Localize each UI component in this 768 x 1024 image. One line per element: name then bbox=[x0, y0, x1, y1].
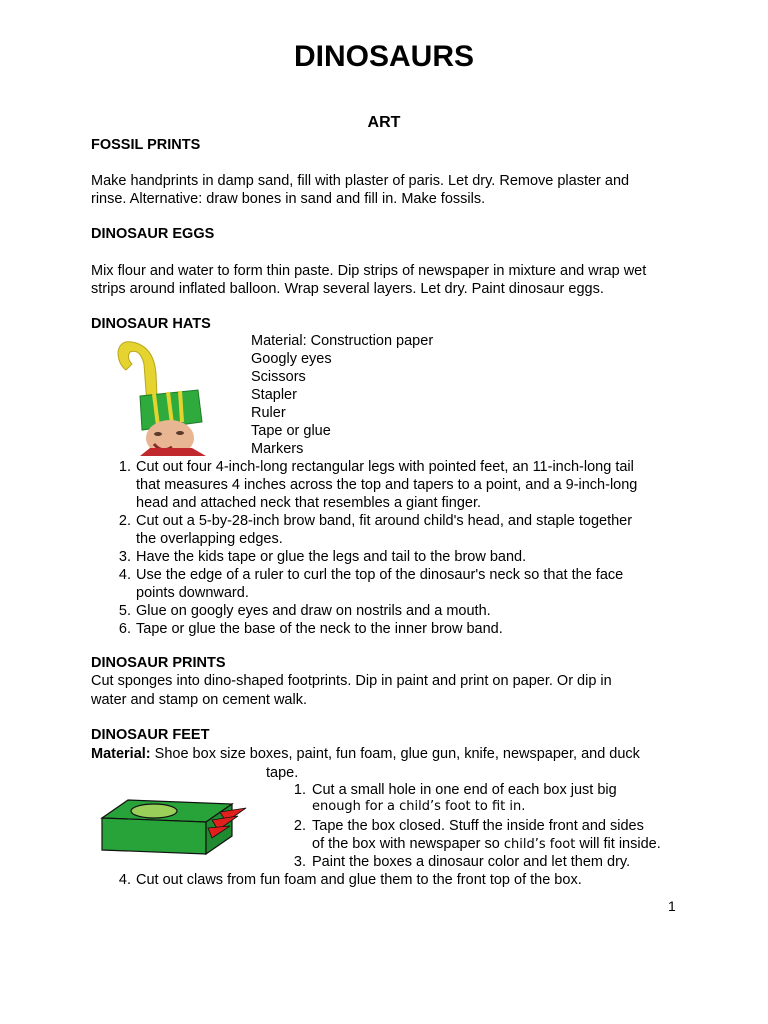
hats-material-5: Ruler bbox=[251, 405, 286, 421]
feet-heading: DINOSAUR FEET bbox=[91, 727, 210, 743]
step-text: of the box with newspaper so bbox=[312, 836, 504, 852]
list-item bbox=[91, 620, 691, 638]
list-item bbox=[91, 548, 691, 566]
prints-line-2: water and stamp on cement walk. bbox=[91, 692, 307, 708]
step-number: 3. bbox=[118, 549, 131, 565]
step-number: 3. bbox=[293, 854, 306, 870]
prints-line-1: Cut sponges into dino-shaped footprints. Dip in paint and print on paper. Or dip in bbox=[91, 673, 612, 689]
dinosaur-hat-photo bbox=[110, 334, 210, 456]
feet-material-cont: tape. bbox=[266, 765, 299, 781]
step-number: 2. bbox=[118, 513, 131, 529]
step-line: Cut out four 4-inch-long rectangular legs with pointed feet, an 11-inch-long tail bbox=[136, 459, 634, 475]
step-line: Tape the box closed. Stuff the inside front and sides bbox=[312, 818, 644, 834]
list-item bbox=[91, 566, 691, 602]
step-line: Have the kids tape or glue the legs and tail to the brow band. bbox=[136, 549, 527, 565]
section-heading: ART bbox=[367, 114, 401, 131]
step-number: 5. bbox=[118, 603, 131, 619]
list-item bbox=[91, 602, 691, 620]
feet-step-2-line-2 bbox=[312, 835, 661, 854]
step-line: points downward. bbox=[136, 585, 249, 601]
feet-material-label: Material: bbox=[91, 746, 151, 762]
hats-material-4: Stapler bbox=[251, 387, 297, 403]
step-text-emphasis: child’s foot bbox=[503, 837, 576, 852]
step-number: 4. bbox=[118, 567, 131, 583]
step-line: head and attached neck that resembles a giant finger. bbox=[136, 495, 482, 511]
step-line: Tape or glue the base of the neck to the inner brow band. bbox=[136, 621, 503, 637]
feet-step-1-line-2: enough for a child’s foot to fit in. bbox=[312, 799, 526, 814]
eggs-heading: DINOSAUR EGGS bbox=[91, 226, 215, 242]
feet-material bbox=[91, 745, 640, 763]
hats-material-7: Markers bbox=[251, 441, 304, 457]
step-line: Paint the boxes a dinosaur color and let them dry. bbox=[312, 854, 631, 870]
hats-material-6: Tape or glue bbox=[251, 423, 331, 439]
hats-material-3: Scissors bbox=[251, 369, 306, 385]
list-item bbox=[91, 458, 691, 512]
step-text: will fit inside. bbox=[575, 836, 661, 852]
list-item bbox=[91, 512, 691, 548]
eggs-line-2: strips around inflated balloon. Wrap several layers. Let dry. Paint dinosaur eggs. bbox=[91, 281, 604, 297]
page-title: DINOSAURS bbox=[293, 40, 474, 73]
step-line: that measures 4 inches across the top and tapers to a point, and a 9-inch-long bbox=[136, 477, 638, 493]
step-line: Use the edge of a ruler to curl the top of the dinosaur's neck so that the face bbox=[136, 567, 624, 583]
step-line: Cut out claws from fun foam and glue them to the front top of the box. bbox=[136, 872, 582, 888]
page-number: 1 bbox=[668, 898, 676, 914]
hats-heading: DINOSAUR HATS bbox=[91, 316, 211, 332]
step-line: Cut a small hole in one end of each box just big bbox=[312, 782, 617, 798]
prints-heading: DINOSAUR PRINTS bbox=[91, 655, 226, 671]
step-number: 2. bbox=[293, 818, 306, 834]
hats-material-2: Googly eyes bbox=[251, 351, 332, 367]
step-line: Glue on googly eyes and draw on nostrils and a mouth. bbox=[136, 603, 491, 619]
hats-steps-list bbox=[91, 458, 691, 638]
step-number: 1. bbox=[118, 459, 131, 475]
fossil-line-2: rinse. Alternative: draw bones in sand and fill in. Make fossils. bbox=[91, 191, 486, 207]
fossil-heading: FOSSIL PRINTS bbox=[91, 137, 201, 153]
step-number: 6. bbox=[118, 621, 131, 637]
step-line: the overlapping edges. bbox=[136, 531, 283, 547]
step-line: Cut out a 5-by-28-inch brow band, fit around child's head, and staple together bbox=[136, 513, 633, 529]
hats-material-1: Material: Construction paper bbox=[251, 333, 434, 349]
fossil-line-1: Make handprints in damp sand, fill with plaster of paris. Let dry. Remove plaster and bbox=[91, 173, 630, 189]
eggs-line-1: Mix flour and water to form thin paste. Dip strips of newspaper in mixture and wrap wet bbox=[91, 263, 647, 279]
feet-material-text: Shoe box size boxes, paint, fun foam, glue gun, knife, newspaper, and duck bbox=[150, 746, 640, 762]
dinosaur-feet-box-image bbox=[98, 796, 248, 858]
step-number: 4. bbox=[118, 872, 131, 888]
step-number: 1. bbox=[293, 782, 306, 798]
